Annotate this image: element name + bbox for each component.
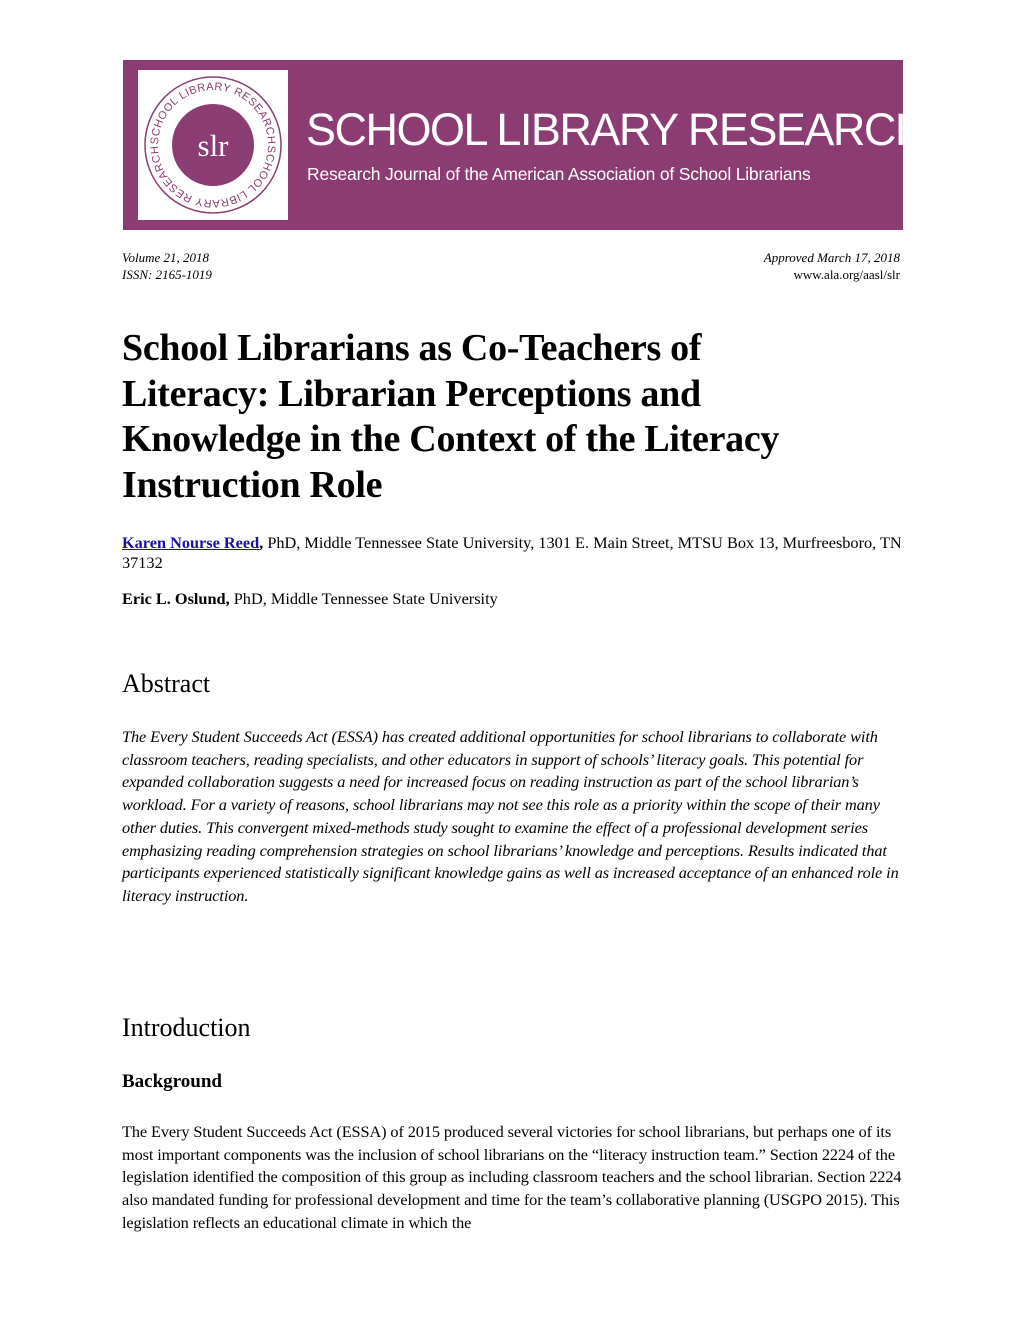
title-line: Instruction Role [122,463,383,506]
seal-top-text: SCHOOL LIBRARY RESEARCH [148,80,278,145]
abstract-heading: Abstract [122,669,211,698]
introduction-heading: Introduction [122,1013,251,1042]
approved-date: Approved March 17, 2018 [763,250,900,265]
article-title [122,326,882,508]
author-2 [122,589,498,609]
journal-seal-logo [138,70,288,220]
journal-banner [123,60,926,230]
issn-info: ISSN: 2165-1019 [122,267,212,282]
volume-info: Volume 21, 2018 [122,250,210,265]
banner-subtitle: Research Journal of the American Association of School Librarians [307,164,811,184]
journal-url: www.ala.org/aasl/slr [793,267,900,282]
background-subheading: Background [122,1071,222,1092]
author-1 [122,533,912,573]
introduction-paragraph: The Every Student Succeeds Act (ESSA) of 2015 produced several victories for school librarians, but perhaps one of its most important components was the inclusion of school librarians on the “literacy instruction team.” Section 2224 of the legislation identified the composition of this group as including classroom teachers and the school librarian. Section 2224 also mandated funding for professional development and time for the team’s collaborative planning (USGPO 2015). This legislation reflects an educational climate in which the [122,1122,902,1232]
title-line: School Librarians as Co-Teachers of [122,327,702,369]
seal-bottom-text: SCHOOL LIBRARY RESEARCH [148,145,278,210]
seal-initials: slr [197,128,229,163]
author-1-affiliation: PhD, Middle Tennessee State University, 1301 E. Main Street, MTSU Box 13, Murfreesboro, TN 37132 [122,533,902,572]
title-line: Knowledge in the Context of the Literacy [122,418,780,460]
abstract-text: The Every Student Succeeds Act (ESSA) has created additional opportunities for school librarians to collaborate with classroom teachers, reading specialists, and other educators in support of schools’ literacy goals. This potential for expanded collaboration suggests a need for increased focus on reading instruction as part of the school librarian’s workload. For a variety of reasons, school librarians may not see this role as a priority within the scope of their many other duties. This convergent mixed-methods study sought to examine the effect of a professional development series emphasizing reading comprehension strategies on school librarians’ knowledge and perceptions. Results indicated that participants experienced statistically significant knowledge gains as well as increased acceptance of an enhanced role in literacy instruction. [122,727,899,905]
author-2-affiliation: PhD, Middle Tennessee State University [229,589,498,608]
banner-title: SCHOOL LIBRARY RESEARCH [306,104,926,155]
author-1-comma: , [259,533,264,552]
author-1-link[interactable]: Karen Nourse Reed [122,533,260,552]
title-line: Literacy: Librarian Perceptions and [122,372,701,415]
author-2-name: Eric L. Oslund, [122,589,230,608]
